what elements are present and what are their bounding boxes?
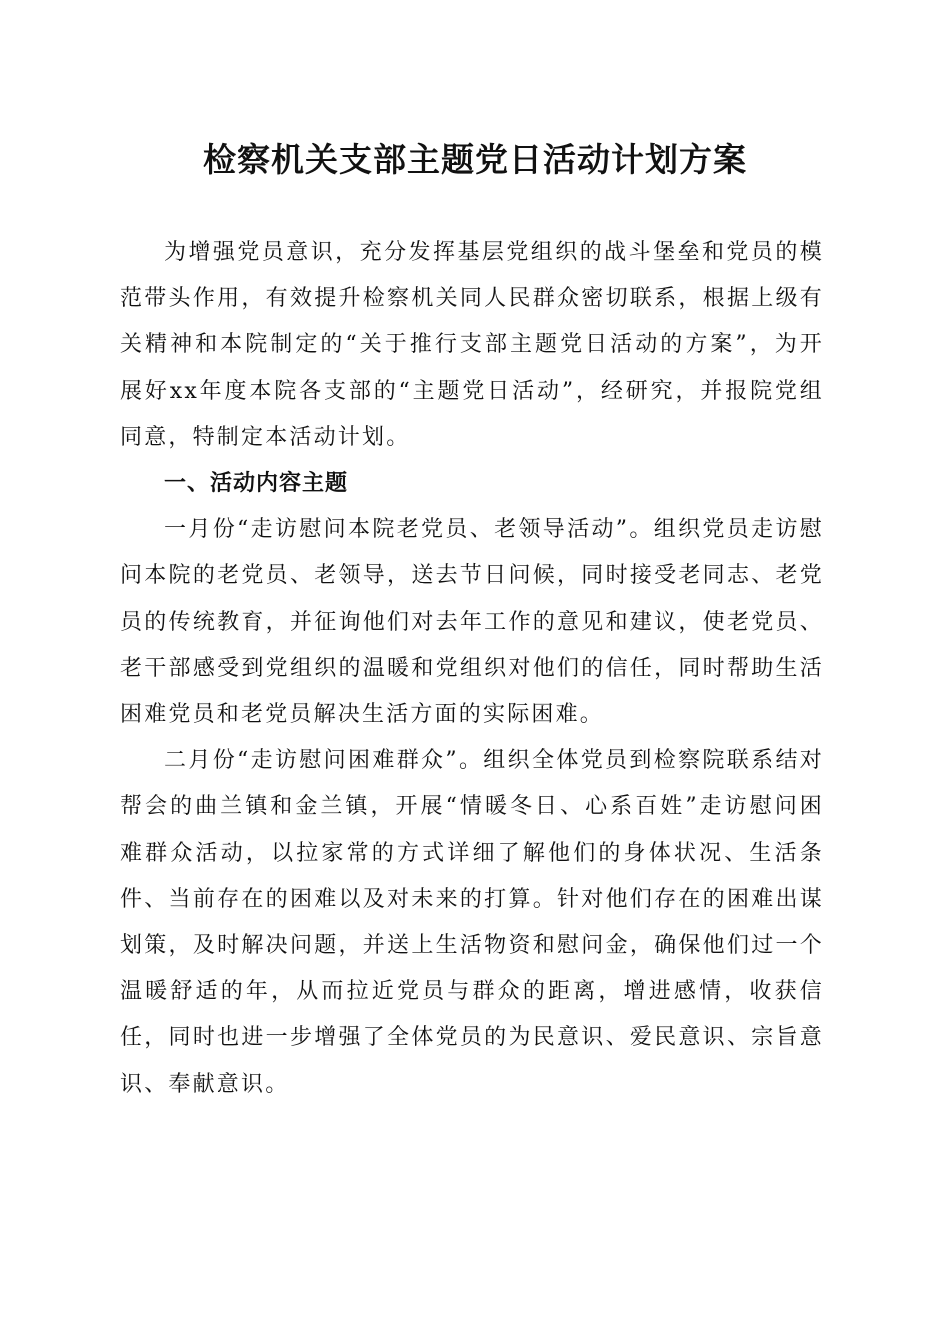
february-paragraph: 二月份“走访慰问困难群众”。组织全体党员到检察院联系结对帮会的曲兰镇和金兰镇，开展“情暖冬日、心系百姓”走访慰问困难群众活动，以拉家常的方式详细了解他们的身体状况、生活条件、当前存在的困难以及对未来的打算。针对他们存在的困难出谋划策，及时解决问题，并送上生活物资和慰问金，确保他们过一个温暖舒适的年，从而拉近党员与群众的距离，增进感情，收获信任，同时也进一步增强了全体党员的为民意识、爱民意识、宗旨意识、奉献意识。 bbox=[120, 748, 824, 1097]
intro-paragraph: 为增强党员意识，充分发挥基层党组织的战斗堡垒和党员的模范带头作用，有效提升检察机关同人民群众密切联系，根据上级有关精神和本院制定的“关于推行支部主题党日活动的方案”，为开展好xx年度本院各支部的“主题党日活动”，经研究，并报院党组同意，特制定本活动计划。 bbox=[120, 240, 824, 450]
document-body bbox=[120, 230, 824, 1108]
january-paragraph: 一月份“走访慰问本院老党员、老领导活动”。组织党员走访慰问本院的老党员、老领导，送去节日问候，同时接受老同志、老党员的传统教育，并征询他们对去年工作的意见和建议，使老党员、老干部感受到党组织的温暖和党组织对他们的信任，同时帮助生活困难党员和老党员解决生活方面的实际困难。 bbox=[120, 517, 824, 728]
section-heading: 一、活动内容主题 bbox=[164, 471, 349, 497]
document-title: 检察机关支部主题党日活动计划方案 bbox=[203, 140, 747, 179]
